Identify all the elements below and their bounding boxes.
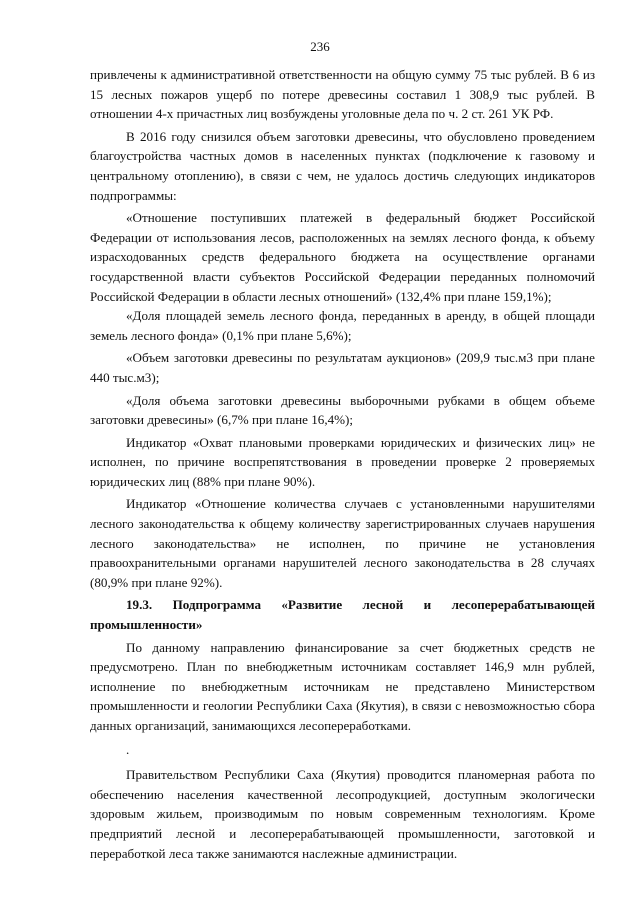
section-heading: 19.3. Подпрограмма «Развитие лесной и лесоперерабатывающей <box>126 597 595 613</box>
section-paragraph-financing: По данному направлению финансирование за счет бюджетных средств не предусмотрено. План по внебюджетным источникам составляет 146,9 млн рублей, исполнение по внебюджетным источникам не представлено Министерством промышленности и геологии Республики Саха (Якутия), в связи с невозможностью сбора данных организаций, занимающихся лесопереработками. <box>90 639 595 733</box>
indicator-violators: Индикатор «Отношение количества случаев с установленными нарушителями лесного законодательства к общему количеству зарегистрированных случаев нарушения лесного законодательства» не исполнен, по причине не установления правоохранительными органами нарушителей лесного законодательства в 28 случаях (80,9% при плане 92%). <box>90 496 595 590</box>
indicator-selective-felling: «Доля объема заготовки древесины выборочными рубками в общем объеме заготовки древесины» (6,7% при плане 16,4%); <box>90 392 595 428</box>
indicator-budget-ratio: «Отношение поступивших платежей в федеральный бюджет Российской Федерации от использования лесов, расположенных на землях лесного фонда, к объему израсходованных средств федерального бюджета на осуществление органами государственной власти субъектов Российской Федерации переданных полномочий Российской Федерации в области лесных отношений» (132,4% при плане 159,1%); <box>90 210 595 304</box>
indicator-auction-volume: «Объем заготовки древесины по результатам аукционов» (209,9 тыс.м3 при плане 440 тыс.м3); <box>90 350 595 385</box>
section-heading-continuation: промышленности» <box>90 617 203 633</box>
page-content <box>90 65 595 863</box>
stray-mark: . <box>126 741 130 757</box>
page-number: 236 <box>310 39 330 54</box>
indicator-lease-share: «Доля площадей земель лесного фонда, переданных в аренду, в общей площади земель лесного фонда» (0,1% при плане 5,6%); <box>90 308 595 343</box>
paragraph-harvest-decline: В 2016 году снизился объем заготовки древесины, что обусловлено проведением благоустройства частных домов в населенных пунктах (подключение к газовому и центральному отоплению), в связи с чем, не удалось достичь следующих индикаторов подпрограммы: <box>90 128 595 203</box>
indicator-inspections: Индикатор «Охват плановыми проверками юридических и физических лиц» не исполнен, по причине воспрепятствования в проведении проверке 2 проверяемых юридических лиц (88% при плане 90%). <box>90 434 595 489</box>
paragraph-continuation: привлечены к административной ответственности на общую сумму 75 тыс рублей. В 6 из 15 лесных пожаров ущерб по потере древесины составил 1 308,9 тыс рублей. В отношении 4-х причастных лиц возбуждены уголовные дела по ч. 2 ст. 261 УК РФ. <box>90 67 595 122</box>
paragraph-government-work: Правительством Республики Саха (Якутия) проводится планомерная работа по обеспечению населения качественной лесопродукцией, доступным экологически здоровым жильем, производимым по новым современным технологиям. Кроме предприятий лесной и лесоперерабатывающей промышленности, заготовкой и переработкой леса также занимаются наслежные администрации. <box>90 767 595 861</box>
